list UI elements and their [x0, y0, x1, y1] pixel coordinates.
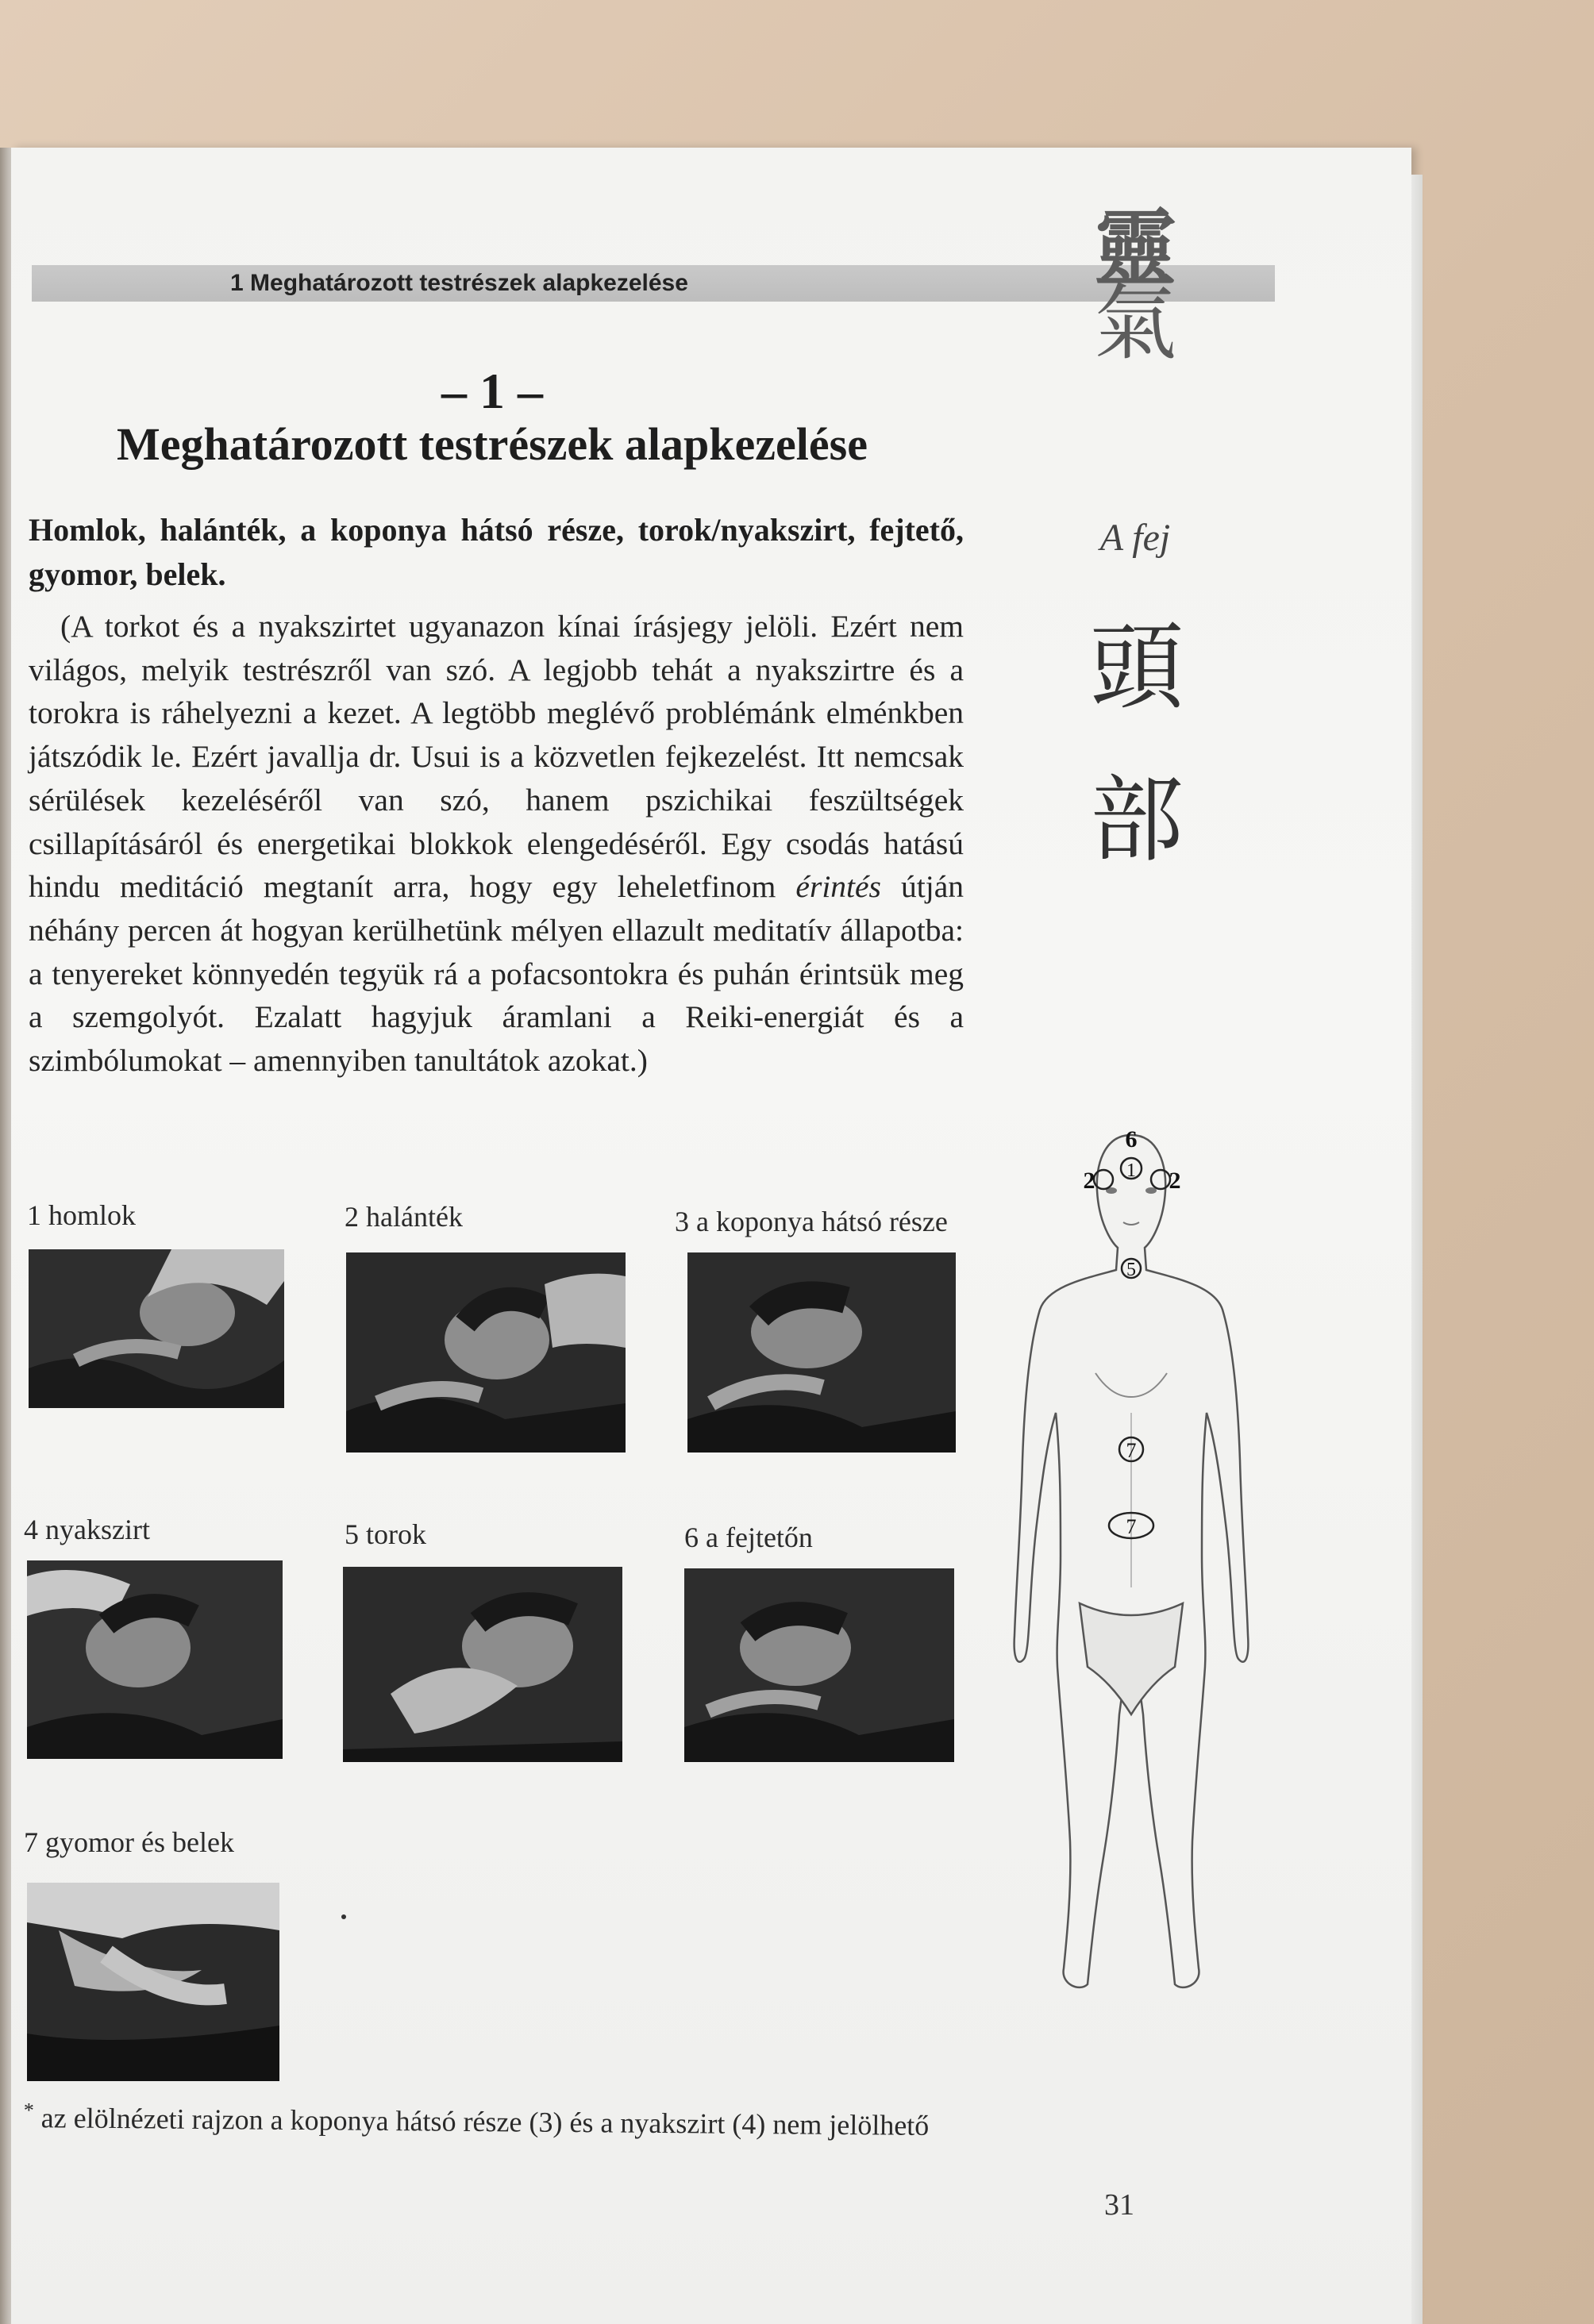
page-edge: [1411, 175, 1423, 2324]
photo-caption-1: 1 homlok: [27, 1199, 137, 1231]
photo-nape: [27, 1560, 283, 1759]
side-label-head: A fej: [1099, 517, 1171, 559]
chapter-number: – 1 –: [441, 363, 543, 419]
marker-stomach: 7: [1126, 1439, 1137, 1462]
photo-caption-4: 4 nyakszirt: [24, 1514, 150, 1545]
lead-paragraph: Homlok, halánték, a koponya hátsó része, torok/nyakszirt, fejtető, gyomor, belek.: [29, 512, 964, 592]
page-number: 31: [1104, 2188, 1134, 2222]
photo-caption-2: 2 halánték: [345, 1201, 463, 1233]
photo-throat: [343, 1567, 622, 1762]
reiki-kanji-rei: 靈: [1093, 199, 1176, 297]
kanji-head-2: 部: [1089, 765, 1184, 875]
marker-temple-right: 2: [1169, 1168, 1181, 1194]
photo-caption-5: 5 torok: [345, 1518, 426, 1550]
marker-intestines: 7: [1126, 1515, 1137, 1538]
reiki-kanji-ki: 氣: [1093, 275, 1176, 371]
book-spine-shadow: [0, 148, 11, 2324]
photo-crown: [684, 1568, 954, 1762]
chapter-title: Meghatározott testrészek alapkezelése: [117, 418, 868, 470]
body-text-part-2: útján néhány percen át hogyan kerülhetünk mélyen ellazult meditatív állapotba: a tenyereket könnyedén tegyük rá a pofacsontokra és puhán érintsük meg a szemgolyót. Ezalatt hagyjuk áramlani a Reiki-energiát és a szimbólumokat – amennyiben tanultátok azokat.): [29, 869, 964, 1079]
footnote-text: az elölnézeti rajzon a koponya hátsó része (3) és a nyakszirt (4) nem jelölhető: [40, 2102, 930, 2141]
body-text-part-1: (A torkot és a nyakszirtet ugyanazon kínai írásjegy jelöli. Ezért nem világos, melyik testrészről van szó. A legjobb tehát a nyakszirtre és a torokra is ráhelyezni a kezet. A legtöbb meglévő problémánk elménkben játszódik le. Ezért javallja dr. Usui is a közvetlen fejkezelést. Itt nemcsak sérülések kezeléséről van szó, hanem pszichikai feszültségek csillapításáról és energetikai blokkok elengedéséről. Egy csodás hatású hindu meditáció megtanít arra, hogy egy leheletfinom: [29, 609, 964, 905]
stray-dot: [341, 1914, 346, 1919]
marker-crown: 6: [1125, 1126, 1138, 1152]
body-text-emphasis: érintés: [795, 869, 881, 905]
photo-caption-7: 7 gyomor és belek: [24, 1826, 234, 1858]
running-header-title: 1 Meghatározott testrészek alapkezelése: [230, 270, 688, 296]
photo-stomach: [27, 1883, 279, 2081]
marker-throat: 5: [1126, 1260, 1136, 1280]
marker-forehead: 1: [1126, 1160, 1136, 1181]
body-figure: [984, 1111, 1278, 2016]
photo-caption-6: 6 a fejtetőn: [684, 1522, 813, 1553]
kanji-head-1: 頭: [1089, 613, 1184, 722]
marker-temple-left: 2: [1083, 1168, 1095, 1194]
photo-caption-3: 3 a koponya hátsó része: [675, 1206, 948, 1237]
photo-back-of-skull: [687, 1252, 956, 1452]
body-paragraph: [29, 605, 964, 1083]
photo-temple: [346, 1252, 626, 1452]
photo-forehead: [29, 1249, 284, 1408]
footnote-mark: *: [23, 2099, 34, 2122]
